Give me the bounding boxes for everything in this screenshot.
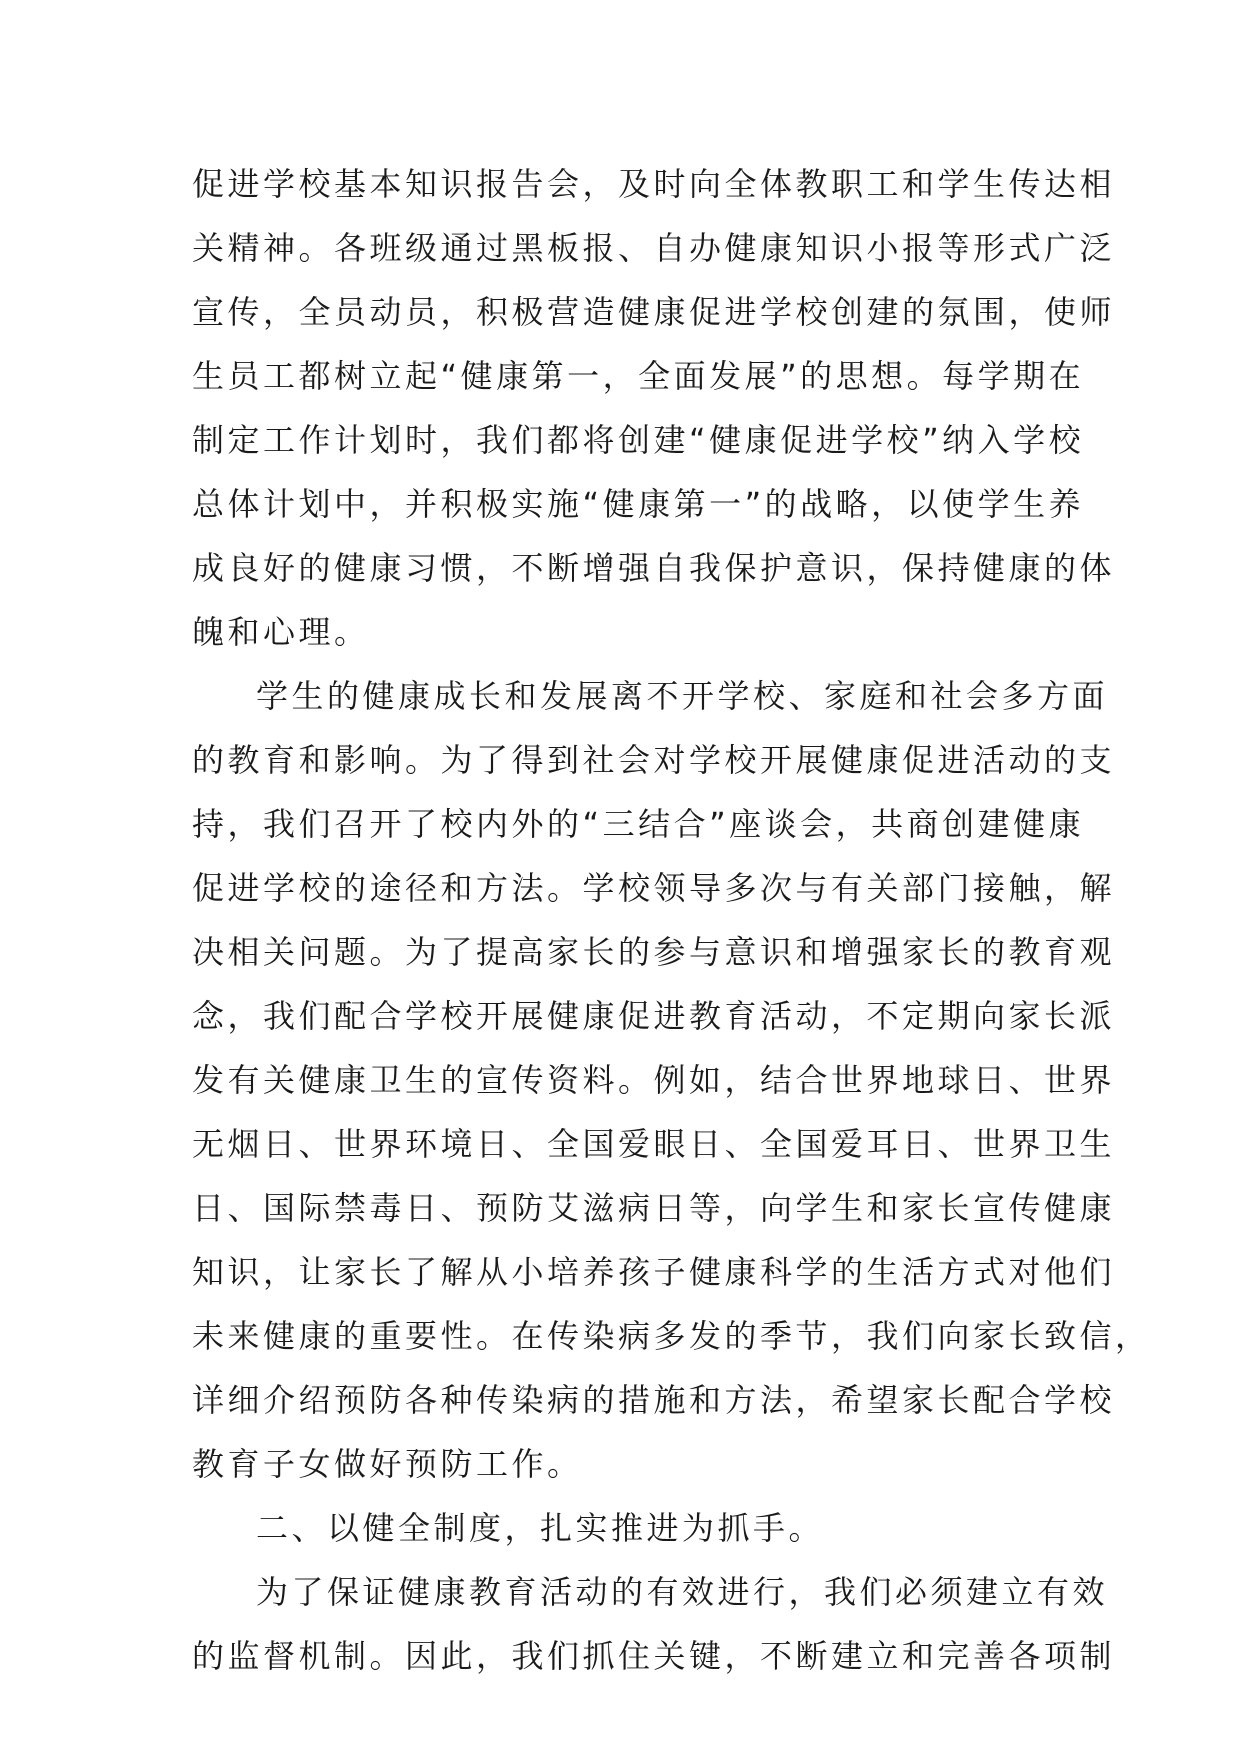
text-line: 关精神。各班级通过黑板报、自办健康知识小报等形式广泛 — [192, 229, 1116, 267]
text-line: 促进学校的途径和方法。学校领导多次与有关部门接触，解 — [192, 869, 1116, 907]
text-line: 促进学校基本知识报告会，及时向全体教职工和学生传达相 — [192, 165, 1116, 203]
text-line: 的监督机制。因此，我们抓住关键，不断建立和完善各项制 — [192, 1637, 1116, 1675]
text-line: 制定工作计划时，我们都将创建“健康促进学校”纳入学校 — [192, 421, 1085, 459]
text-line: 决相关问题。为了提高家长的参与意识和增强家长的教育观 — [192, 933, 1116, 971]
text-line: 念，我们配合学校开展健康促进教育活动，不定期向家长派 — [192, 997, 1116, 1035]
body-text — [192, 152, 1151, 1688]
text-line: 生员工都树立起“健康第一，全面发展”的思想。每学期在 — [192, 357, 1085, 395]
text-line: 发有关健康卫生的宣传资料。例如，结合世界地球日、世界 — [192, 1061, 1116, 1099]
text-line: 教育子女做好预防工作。 — [192, 1445, 583, 1483]
section-heading: 二、以健全制度，扎实推进为抓手。 — [256, 1509, 825, 1547]
text-line: 持，我们召开了校内外的“三结合”座谈会，共商创建健康 — [192, 805, 1085, 843]
paragraph-start-line: 学生的健康成长和发展离不开学校、家庭和社会多方面 — [256, 677, 1109, 715]
text-line: 成良好的健康习惯，不断增强自我保护意识，保持健康的体 — [192, 549, 1116, 587]
text-line: 魄和心理。 — [192, 613, 370, 651]
text-line: 宣传，全员动员，积极营造健康促进学校创建的氛围，使师 — [192, 293, 1116, 331]
text-line: 未来健康的重要性。在传染病多发的季节，我们向家长致信， — [192, 1317, 1151, 1355]
text-line: 的教育和影响。为了得到社会对学校开展健康促进活动的支 — [192, 741, 1116, 779]
text-line: 详细介绍预防各种传染病的措施和方法，希望家长配合学校 — [192, 1381, 1116, 1419]
text-line: 知识，让家长了解从小培养孩子健康科学的生活方式对他们 — [192, 1253, 1116, 1291]
text-line: 无烟日、世界环境日、全国爱眼日、全国爱耳日、世界卫生 — [192, 1125, 1116, 1163]
paragraph-start-line: 为了保证健康教育活动的有效进行，我们必须建立有效 — [256, 1573, 1109, 1611]
text-line: 日、国际禁毒日、预防艾滋病日等，向学生和家长宣传健康 — [192, 1189, 1116, 1227]
text-line: 总体计划中，并积极实施“健康第一”的战略，以使学生养 — [192, 485, 1085, 523]
